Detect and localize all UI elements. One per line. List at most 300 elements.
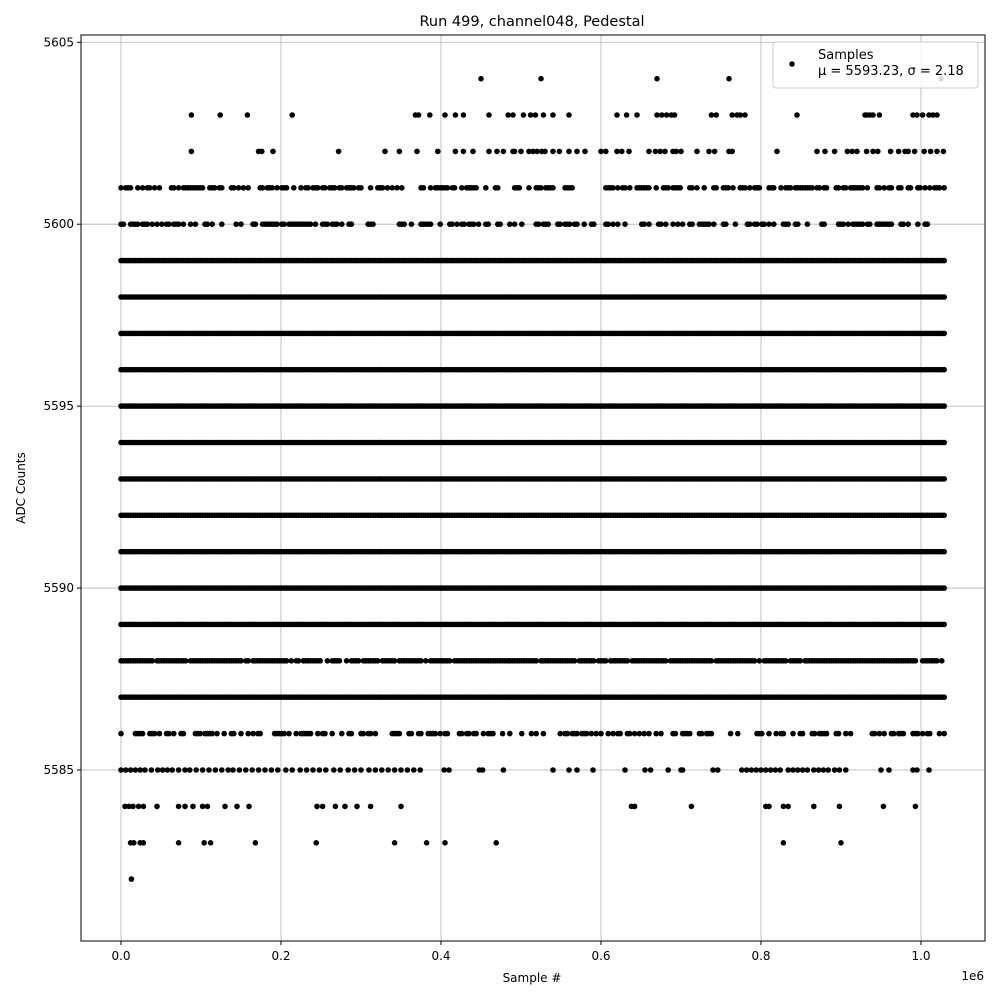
data-point xyxy=(673,149,679,155)
data-point xyxy=(615,221,621,227)
data-point xyxy=(526,185,532,191)
data-point xyxy=(646,149,652,155)
data-point xyxy=(351,185,357,191)
data-point xyxy=(399,185,405,191)
data-point xyxy=(729,149,735,155)
data-point xyxy=(723,221,729,227)
data-point xyxy=(437,221,443,227)
data-point xyxy=(941,149,947,155)
data-point xyxy=(517,185,523,191)
data-point xyxy=(941,440,947,446)
data-point xyxy=(809,185,815,191)
data-point xyxy=(518,149,524,155)
data-point xyxy=(925,221,931,227)
data-point xyxy=(486,112,492,118)
data-point xyxy=(934,658,940,664)
data-point xyxy=(877,185,883,191)
data-point xyxy=(181,731,187,737)
data-point xyxy=(289,658,295,664)
data-point xyxy=(677,185,683,191)
data-point xyxy=(619,149,625,155)
data-point xyxy=(567,221,573,227)
data-point xyxy=(572,658,578,664)
data-point xyxy=(214,731,220,737)
data-point xyxy=(157,185,163,191)
data-point xyxy=(231,185,237,191)
data-point xyxy=(368,185,374,191)
data-point xyxy=(622,185,628,191)
data-point xyxy=(245,658,251,664)
data-point xyxy=(176,221,182,227)
data-point xyxy=(574,221,580,227)
data-point xyxy=(761,221,767,227)
data-point xyxy=(453,149,459,155)
data-point xyxy=(939,658,945,664)
data-point xyxy=(709,112,715,118)
data-point xyxy=(941,403,947,409)
data-point xyxy=(533,658,539,664)
data-point xyxy=(742,185,748,191)
data-point xyxy=(128,185,134,191)
data-point xyxy=(189,149,195,155)
data-point xyxy=(664,112,670,118)
data-point xyxy=(614,112,620,118)
data-point xyxy=(231,731,237,737)
data-point xyxy=(603,149,609,155)
data-point xyxy=(534,149,540,155)
data-point xyxy=(339,731,345,737)
data-point xyxy=(135,185,141,191)
level-5591-points xyxy=(118,549,947,555)
data-point xyxy=(486,149,492,155)
data-point xyxy=(241,185,247,191)
data-point xyxy=(442,112,448,118)
data-point xyxy=(541,112,547,118)
data-point xyxy=(305,185,311,191)
data-point xyxy=(726,76,732,82)
data-point xyxy=(864,149,870,155)
data-point xyxy=(332,185,338,191)
data-point xyxy=(922,185,928,191)
level-5602-points xyxy=(189,149,947,155)
data-point xyxy=(757,658,763,664)
data-point xyxy=(274,221,280,227)
data-point xyxy=(221,731,227,737)
data-point xyxy=(281,221,287,227)
data-point xyxy=(888,149,894,155)
data-point xyxy=(483,185,489,191)
data-point xyxy=(941,367,947,373)
data-point xyxy=(219,221,225,227)
data-point xyxy=(409,221,415,227)
data-point xyxy=(747,185,753,191)
data-point xyxy=(315,185,321,191)
data-point xyxy=(783,658,789,664)
data-point xyxy=(582,149,588,155)
data-point xyxy=(557,149,563,155)
data-point xyxy=(598,149,604,155)
data-point xyxy=(205,221,211,227)
data-point xyxy=(121,221,127,227)
data-point xyxy=(581,221,587,227)
data-point xyxy=(361,731,367,737)
data-point xyxy=(497,221,503,227)
data-point xyxy=(625,658,631,664)
data-point xyxy=(574,149,580,155)
data-point xyxy=(152,185,158,191)
data-points-layer xyxy=(118,76,947,882)
data-point xyxy=(171,185,177,191)
data-point xyxy=(339,185,345,191)
data-point xyxy=(166,731,172,737)
data-point xyxy=(533,112,539,118)
data-point xyxy=(591,221,597,227)
level-5587-points xyxy=(118,694,947,700)
data-point xyxy=(614,149,620,155)
data-point xyxy=(941,513,947,519)
data-point xyxy=(605,221,611,227)
data-point xyxy=(445,185,451,191)
data-point xyxy=(470,149,476,155)
data-point xyxy=(471,221,477,227)
level-5596-points xyxy=(118,367,947,373)
data-point xyxy=(754,221,760,227)
level-5597-points xyxy=(118,331,947,337)
data-point xyxy=(325,658,331,664)
data-point xyxy=(624,112,630,118)
data-point xyxy=(494,149,500,155)
data-point xyxy=(881,185,887,191)
data-point xyxy=(865,185,871,191)
data-point xyxy=(622,221,628,227)
data-point xyxy=(843,185,849,191)
data-point xyxy=(752,658,758,664)
data-point xyxy=(507,221,513,227)
data-point xyxy=(397,731,403,737)
data-point xyxy=(711,221,717,227)
data-point xyxy=(149,221,155,227)
data-point xyxy=(461,221,467,227)
data-point xyxy=(860,185,866,191)
data-point xyxy=(928,149,934,155)
data-point xyxy=(380,185,386,191)
data-point xyxy=(845,149,851,155)
data-point xyxy=(627,185,633,191)
data-point xyxy=(654,112,660,118)
level-5588-points xyxy=(118,658,944,664)
data-point xyxy=(392,658,398,664)
data-point xyxy=(245,185,251,191)
data-point xyxy=(322,185,328,191)
data-point xyxy=(337,658,343,664)
data-point xyxy=(140,731,146,737)
data-point xyxy=(797,658,803,664)
data-point xyxy=(435,149,441,155)
data-point xyxy=(397,149,403,155)
data-point xyxy=(423,658,429,664)
level-5593-points xyxy=(118,476,947,482)
data-point xyxy=(849,149,855,155)
data-point xyxy=(308,221,314,227)
data-point xyxy=(557,221,563,227)
data-point xyxy=(485,221,491,227)
data-point xyxy=(659,112,665,118)
data-point xyxy=(291,185,297,191)
data-point xyxy=(912,149,918,155)
data-point xyxy=(259,149,265,155)
data-point xyxy=(344,658,350,664)
data-point xyxy=(672,112,678,118)
data-point xyxy=(368,731,374,737)
data-point xyxy=(149,658,155,664)
data-point xyxy=(193,221,199,227)
data-point xyxy=(154,221,160,227)
data-point xyxy=(159,221,165,227)
data-point xyxy=(675,221,681,227)
data-point xyxy=(663,221,669,227)
data-point xyxy=(236,185,242,191)
data-point xyxy=(805,221,811,227)
data-point xyxy=(212,185,218,191)
data-point xyxy=(401,221,407,227)
data-point xyxy=(416,112,422,118)
data-point xyxy=(713,112,719,118)
data-point xyxy=(898,185,904,191)
data-point xyxy=(566,149,572,155)
data-point xyxy=(209,221,215,227)
data-point xyxy=(729,112,735,118)
data-point xyxy=(447,658,453,664)
data-point xyxy=(569,185,575,191)
data-point xyxy=(905,149,911,155)
data-point xyxy=(550,149,556,155)
data-point xyxy=(615,185,621,191)
data-point xyxy=(253,221,259,227)
data-point xyxy=(478,76,484,82)
data-point xyxy=(118,185,124,191)
data-point xyxy=(915,221,921,227)
data-point xyxy=(382,149,388,155)
data-point xyxy=(135,221,141,227)
data-point xyxy=(245,731,251,737)
data-point xyxy=(877,112,883,118)
data-point xyxy=(358,185,364,191)
data-point xyxy=(453,112,459,118)
data-point xyxy=(778,185,784,191)
data-point xyxy=(694,149,700,155)
data-point xyxy=(733,221,739,227)
data-point xyxy=(875,149,881,155)
data-point xyxy=(394,185,400,191)
data-point xyxy=(166,221,172,227)
data-point xyxy=(385,185,391,191)
data-point xyxy=(771,221,777,227)
data-point xyxy=(373,731,379,737)
data-point xyxy=(870,149,876,155)
data-point xyxy=(512,221,518,227)
data-point xyxy=(284,658,290,664)
data-point xyxy=(512,149,518,155)
data-point xyxy=(339,221,345,227)
data-point xyxy=(322,731,328,737)
data-point xyxy=(841,221,847,227)
data-point xyxy=(941,258,947,264)
data-point xyxy=(317,658,323,664)
data-point xyxy=(566,112,572,118)
data-point xyxy=(712,149,718,155)
level-5599-points xyxy=(118,258,947,264)
data-point xyxy=(680,221,686,227)
data-point xyxy=(689,185,695,191)
data-point xyxy=(197,731,203,737)
data-point xyxy=(854,149,860,155)
data-point xyxy=(658,221,664,227)
data-point xyxy=(308,731,314,737)
data-point xyxy=(742,112,748,118)
data-point xyxy=(824,185,830,191)
data-point xyxy=(389,185,395,191)
data-point xyxy=(349,731,355,737)
data-point xyxy=(454,221,460,227)
data-point xyxy=(181,221,187,227)
data-point xyxy=(427,112,433,118)
data-point xyxy=(941,622,947,628)
data-point xyxy=(452,185,458,191)
data-point xyxy=(274,185,280,191)
data-point xyxy=(901,221,907,227)
data-point xyxy=(375,658,381,664)
data-point xyxy=(189,112,195,118)
level-5600-points xyxy=(118,221,930,227)
data-point xyxy=(663,658,669,664)
data-point xyxy=(694,185,700,191)
data-point xyxy=(610,221,616,227)
data-point xyxy=(510,112,516,118)
level-5603-points xyxy=(189,112,940,118)
data-point xyxy=(238,658,244,664)
data-point xyxy=(662,149,668,155)
data-point xyxy=(757,185,763,191)
data-point xyxy=(118,731,124,737)
data-point xyxy=(188,221,194,227)
data-point xyxy=(325,221,331,227)
data-point xyxy=(157,731,163,737)
data-point xyxy=(219,185,225,191)
data-point xyxy=(689,221,695,227)
data-point xyxy=(289,112,295,118)
data-point xyxy=(821,221,827,227)
data-point xyxy=(145,221,151,227)
data-point xyxy=(461,112,467,118)
data-point xyxy=(937,185,943,191)
data-point xyxy=(889,221,895,227)
data-point xyxy=(670,221,676,227)
data-point xyxy=(785,221,791,227)
data-point xyxy=(538,185,544,191)
data-point xyxy=(941,585,947,591)
data-point xyxy=(284,185,290,191)
grid-layer xyxy=(81,35,985,941)
data-point xyxy=(653,149,659,155)
data-point xyxy=(653,185,659,191)
data-point xyxy=(913,658,919,664)
data-point xyxy=(927,185,933,191)
data-point xyxy=(449,221,455,227)
data-point xyxy=(934,149,940,155)
data-point xyxy=(538,76,544,82)
data-point xyxy=(713,185,719,191)
data-point xyxy=(421,185,427,191)
data-point xyxy=(349,221,355,227)
data-point xyxy=(209,731,215,737)
data-point xyxy=(920,112,926,118)
data-point xyxy=(665,185,671,191)
data-point xyxy=(941,185,947,191)
data-point xyxy=(418,658,424,664)
data-point xyxy=(706,149,712,155)
data-point xyxy=(171,731,177,737)
data-point xyxy=(626,149,632,155)
data-point xyxy=(914,112,920,118)
data-point xyxy=(245,112,251,118)
data-point xyxy=(845,221,851,227)
data-point xyxy=(678,149,684,155)
data-point xyxy=(941,694,947,700)
data-point xyxy=(269,185,275,191)
data-point xyxy=(646,185,652,191)
data-point xyxy=(459,185,465,191)
data-point xyxy=(771,185,777,191)
data-point xyxy=(293,731,299,737)
data-point xyxy=(176,185,182,191)
data-point xyxy=(832,149,838,155)
data-point xyxy=(183,658,189,664)
data-point xyxy=(550,112,556,118)
data-point xyxy=(519,221,525,227)
data-point xyxy=(200,185,206,191)
level-5601-points xyxy=(118,185,947,191)
data-point xyxy=(414,149,420,155)
data-point xyxy=(737,112,743,118)
data-point xyxy=(867,221,873,227)
data-point xyxy=(152,731,158,737)
data-point xyxy=(941,331,947,337)
data-point xyxy=(836,185,842,191)
data-point xyxy=(233,221,239,227)
data-point xyxy=(334,221,340,227)
data-point xyxy=(428,221,434,227)
data-point xyxy=(536,221,542,227)
data-point xyxy=(238,731,244,737)
data-point xyxy=(296,658,302,664)
level-5592-points xyxy=(118,513,947,519)
data-point xyxy=(794,112,800,118)
data-point xyxy=(814,149,820,155)
level-5598-points xyxy=(118,294,947,300)
data-point xyxy=(521,112,527,118)
level-5594-points xyxy=(118,440,947,446)
data-point xyxy=(817,185,823,191)
data-point xyxy=(747,221,753,227)
data-point xyxy=(428,185,434,191)
data-point xyxy=(591,658,597,664)
data-point xyxy=(257,731,263,737)
data-point xyxy=(476,221,482,227)
data-point xyxy=(542,149,548,155)
data-point xyxy=(281,731,287,737)
data-point xyxy=(896,149,902,155)
data-point xyxy=(641,221,647,227)
